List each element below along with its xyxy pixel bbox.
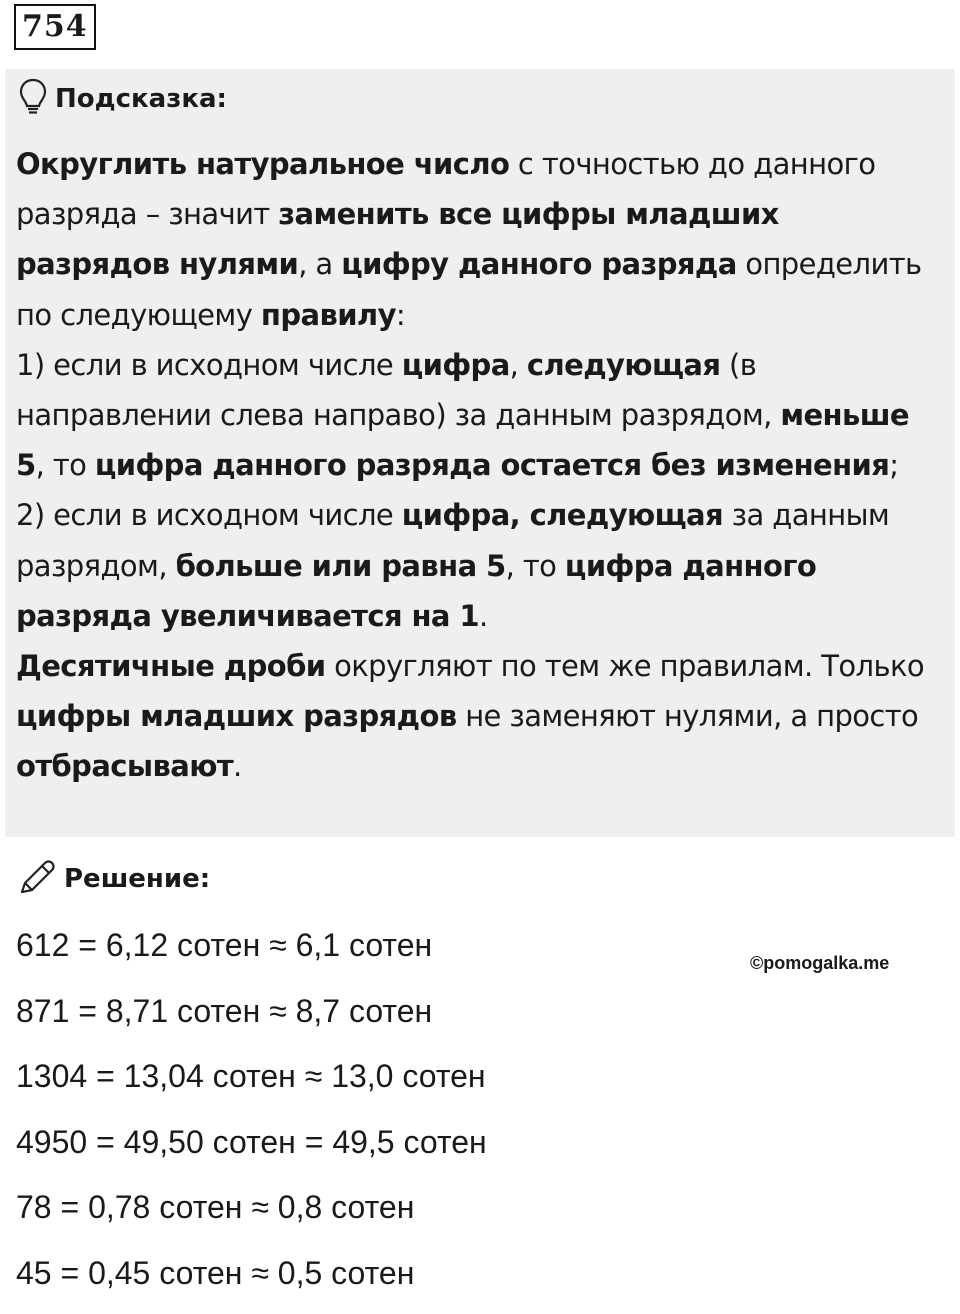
hint-bold-text: цифра данного разряда увеличивается на 1 xyxy=(16,548,817,633)
solution-line: 612 = 6,12 сотен ≈ 6,1 сотен xyxy=(16,927,433,963)
hint-bold-text: цифру данного разряда xyxy=(341,247,737,282)
hint-bold-text: отбрасывают xyxy=(16,749,234,784)
hint-text-segment: : xyxy=(395,297,406,332)
hint-bold-text: цифра данного разряда остается без изменения xyxy=(94,448,890,483)
solution-line: 871 = 8,71 сотен ≈ 8,7 сотен xyxy=(16,992,433,1029)
hint-paragraph xyxy=(16,641,941,792)
solution-lines xyxy=(16,920,487,1314)
solution-line: 4950 = 49,50 сотен = 49,5 сотен xyxy=(16,1123,487,1160)
hint-text-segment: , то xyxy=(505,548,565,583)
solution-header xyxy=(18,855,210,903)
hint-text-segment: за данным разрядом, xyxy=(16,498,890,583)
hint-text-segment: (в направлении слева направо) за данным разрядом, xyxy=(16,347,781,433)
hint-bold-text: цифры младших разрядов xyxy=(16,699,457,734)
hint-paragraph xyxy=(16,490,941,641)
pencil-icon xyxy=(18,858,56,900)
hint-bold-text: больше или равна 5 xyxy=(175,548,506,583)
solution-line: 1304 = 13,04 сотен ≈ 13,0 сотен xyxy=(16,1058,486,1095)
hint-text-segment: округляют по тем же правилам. Только xyxy=(325,649,925,684)
hint-text-segment: 1) если в исходном числе xyxy=(16,347,402,382)
hint-panel xyxy=(5,69,955,837)
hint-bold-text: Округлить натуральное число xyxy=(16,147,510,181)
hint-text-segment: не заменяют нулями, а просто xyxy=(456,699,919,734)
problem-number: 754 xyxy=(14,4,96,50)
watermark: ©pomogalka.me xyxy=(750,953,890,973)
hint-text-segment: с точностью до данного разряда – значит xyxy=(16,147,876,232)
solution-line: 78 = 0,78 сотен ≈ 0,8 сотен xyxy=(16,1189,415,1226)
hint-header xyxy=(19,79,227,119)
hint-text-segment: определить по следующему xyxy=(16,247,922,332)
hint-paragraph xyxy=(16,139,941,340)
hint-bold-text: меньше 5 xyxy=(16,398,909,483)
hint-text-segment: . xyxy=(478,598,488,633)
solution-title: Решение: xyxy=(64,864,211,894)
hint-paragraph xyxy=(16,340,941,491)
hint-text xyxy=(16,139,941,792)
hint-bold-text: цифра xyxy=(401,347,510,382)
hint-bold-text: Десятичные дроби xyxy=(16,649,326,684)
hint-text-segment: , то xyxy=(35,448,95,483)
hint-text-segment: , xyxy=(509,347,527,382)
lightbulb-icon xyxy=(19,78,47,120)
hint-text-segment: , а xyxy=(298,247,342,282)
hint-bold-text: цифра, следующая xyxy=(401,498,724,533)
hint-text-segment: ; xyxy=(889,448,899,483)
hint-bold-text: правилу xyxy=(260,297,396,332)
hint-title: Подсказка: xyxy=(55,84,227,114)
solution-line: 45 = 0,45 сотен ≈ 0,5 сотен xyxy=(16,1254,415,1291)
hint-bold-text: заменить все цифры младших разрядов нулями xyxy=(16,197,779,282)
hint-bold-text: следующая xyxy=(526,347,721,382)
hint-text-segment: 2) если в исходном числе xyxy=(16,498,402,533)
hint-text-segment: . xyxy=(233,749,242,784)
